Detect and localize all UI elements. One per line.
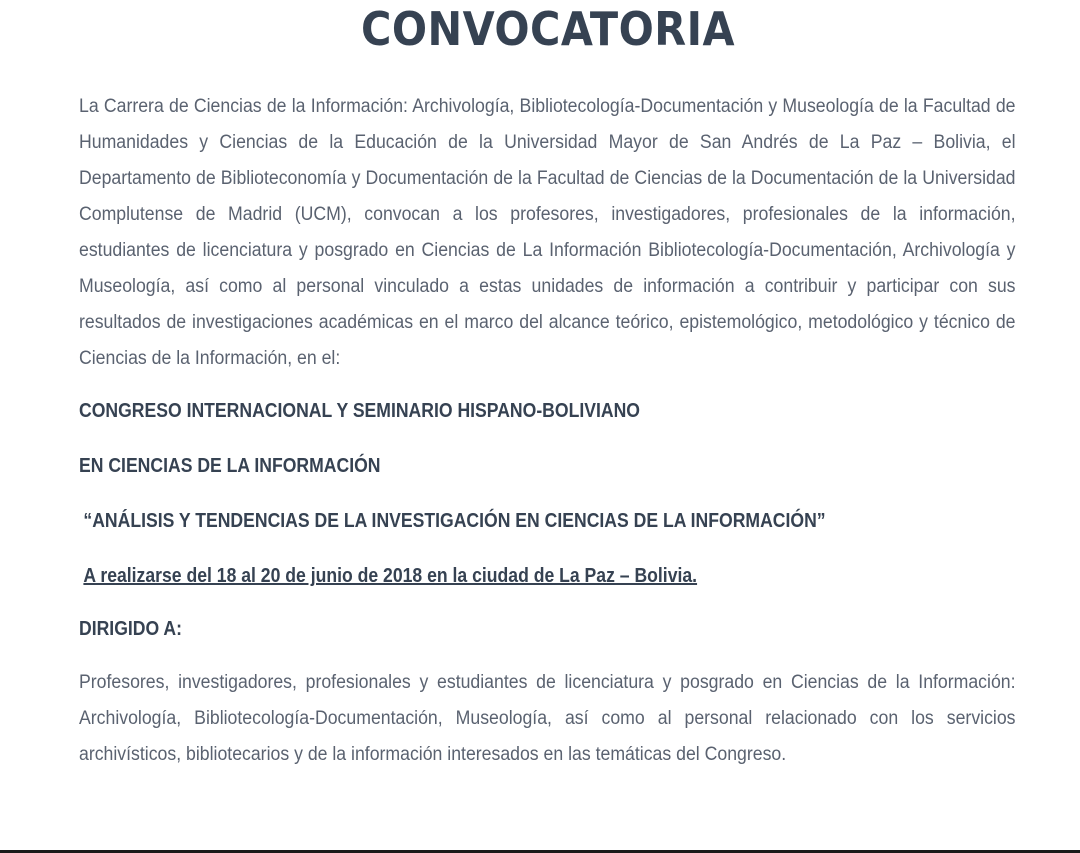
intro-paragraph: La Carrera de Ciencias de la Información: Archivología, Bibliotecología-Documentación y Museología de la Facultad de Humanidades y Ciencias de la Educación de la Universidad Mayor de San Andrés de La Paz – Bolivia, el Departamento de Biblioteconomía y Documentación de la Facultad de Ciencias de la Documentación de la Universidad Complutense de Madrid (UCM), convocan a los profesores, investigadores, profesionales de la información, estudiantes de licenciatura y posgrado en Ciencias de La Información Bibliotecología-Documentación, Archivología y Museología, así como al personal vinculado a estas unidades de información a contribuir y participar con sus resultados de investigaciones académicas en el marco del alcance teórico, epistemológico, metodológico y técnico de Ciencias de la Información, en el: xyxy=(79,96,1016,369)
audience-paragraph: Profesores, investigadores, profesionales y estudiantes de licenciatura y posgrado en Ciencias de la Información: Archivología, Bibliotecología-Documentación, Museología, así como al personal relacionado con los servicios archivísticos, bibliotecarios y de la información interesados en las temáticas del Congreso. xyxy=(79,672,1016,765)
event-name-line-1: CONGRESO INTERNACIONAL Y SEMINARIO HISPANO-BOLIVIANO xyxy=(79,400,640,422)
page-title: CONVOCATORIA xyxy=(360,2,736,56)
event-theme: “ANÁLISIS Y TENDENCIAS DE LA INVESTIGACIÓN EN CIENCIAS DE LA INFORMACIÓN” xyxy=(83,510,826,532)
audience-heading: DIRIGIDO A: xyxy=(79,618,182,640)
event-date-location: A realizarse del 18 al 20 de junio de 2018 en la ciudad de La Paz – Bolivia. xyxy=(83,565,698,587)
document-body xyxy=(79,89,1016,773)
event-name-line-2: EN CIENCIAS DE LA INFORMACIÓN xyxy=(79,455,381,477)
